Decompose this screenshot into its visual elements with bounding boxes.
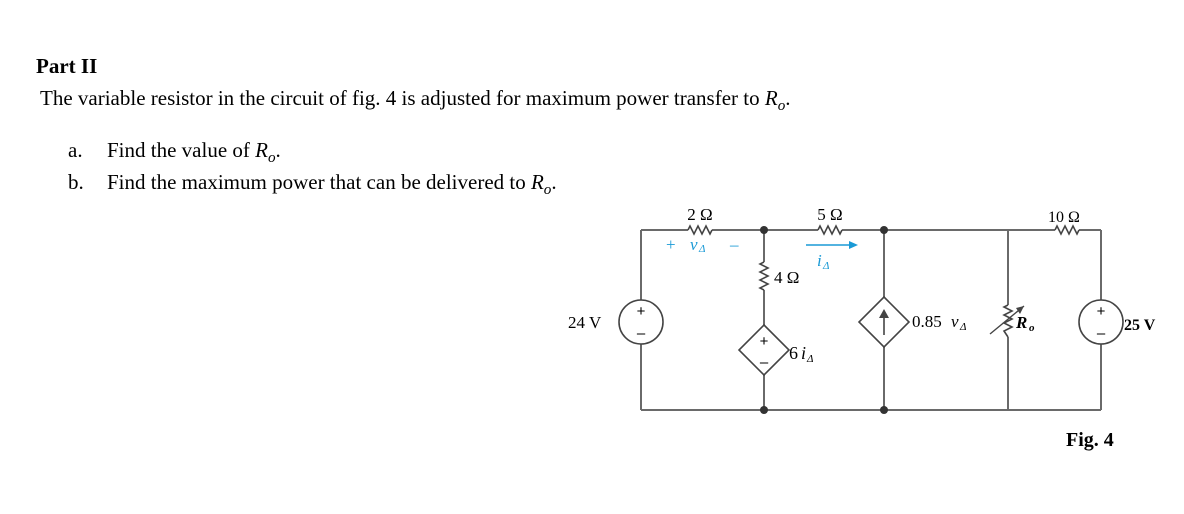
voltage-source-24v xyxy=(619,300,663,344)
resistor-4-ohm xyxy=(760,262,768,290)
question-b-subscript: o xyxy=(543,182,552,199)
label-2-ohm: 2 Ω xyxy=(687,205,713,224)
ro-variable: R xyxy=(764,86,778,110)
label-25v: 25 V xyxy=(1124,317,1156,334)
dep-v-var: i xyxy=(801,343,807,363)
voltage-source-25v xyxy=(1079,300,1123,344)
figure-caption: Fig. 4 xyxy=(1066,429,1114,451)
source-24v-minus: – xyxy=(636,325,646,342)
current-arrowhead-icon xyxy=(849,241,858,249)
question-b-period: . xyxy=(551,170,557,194)
dep-source-plus: + xyxy=(759,333,769,350)
problem-statement-text: The variable resistor in the circuit of fig. 4 is adjusted for maximum power transfer to xyxy=(40,86,765,110)
source-25v-plus: + xyxy=(1096,303,1106,320)
question-a-subscript: o xyxy=(267,150,276,167)
i-delta-subscript: Δ xyxy=(823,260,830,272)
label-5-ohm: 5 Ω xyxy=(817,205,843,224)
v-delta-minus: – xyxy=(730,235,739,254)
resistor-5-ohm xyxy=(818,226,842,234)
label-10-ohm: 10 Ω xyxy=(1048,209,1080,226)
v-delta-label: v xyxy=(690,235,698,254)
dep-i-coef: 0.85 xyxy=(912,312,942,331)
question-a-period: . xyxy=(275,138,281,162)
ro-label: R xyxy=(1016,313,1028,332)
source-25v-minus: – xyxy=(1096,325,1106,342)
label-24v: 24 V xyxy=(568,313,602,332)
dep-i-subscript: Δ xyxy=(960,321,967,333)
part-heading: Part II xyxy=(36,54,98,78)
resistor-10-ohm xyxy=(1055,226,1079,234)
statement-period: . xyxy=(785,86,791,110)
dep-v-subscript: Δ xyxy=(807,353,814,365)
dep-i-var: v xyxy=(951,312,959,331)
resistor-2-ohm xyxy=(688,226,712,234)
question-a-variable: R xyxy=(255,138,268,162)
question-a-label: a. xyxy=(68,138,83,162)
ro-subscript: o xyxy=(777,98,786,115)
i-delta-label: i xyxy=(817,251,822,270)
dependent-current-source xyxy=(859,297,909,347)
v-delta-subscript: Δ xyxy=(699,243,706,255)
v-delta-plus: + xyxy=(666,235,676,254)
source-24v-plus: + xyxy=(636,303,646,320)
question-b-label: b. xyxy=(68,170,84,194)
dependent-voltage-source xyxy=(739,325,789,375)
label-4-ohm: 4 Ω xyxy=(774,268,800,287)
question-b-variable: R xyxy=(530,170,544,194)
ro-label-subscript: o xyxy=(1029,322,1035,334)
question-a-text: Find the value of xyxy=(107,138,256,162)
question-b-text: Find the maximum power that can be delivered to xyxy=(107,170,531,194)
dep-source-minus: – xyxy=(759,354,769,371)
dep-v-coef: 6 xyxy=(789,343,798,363)
